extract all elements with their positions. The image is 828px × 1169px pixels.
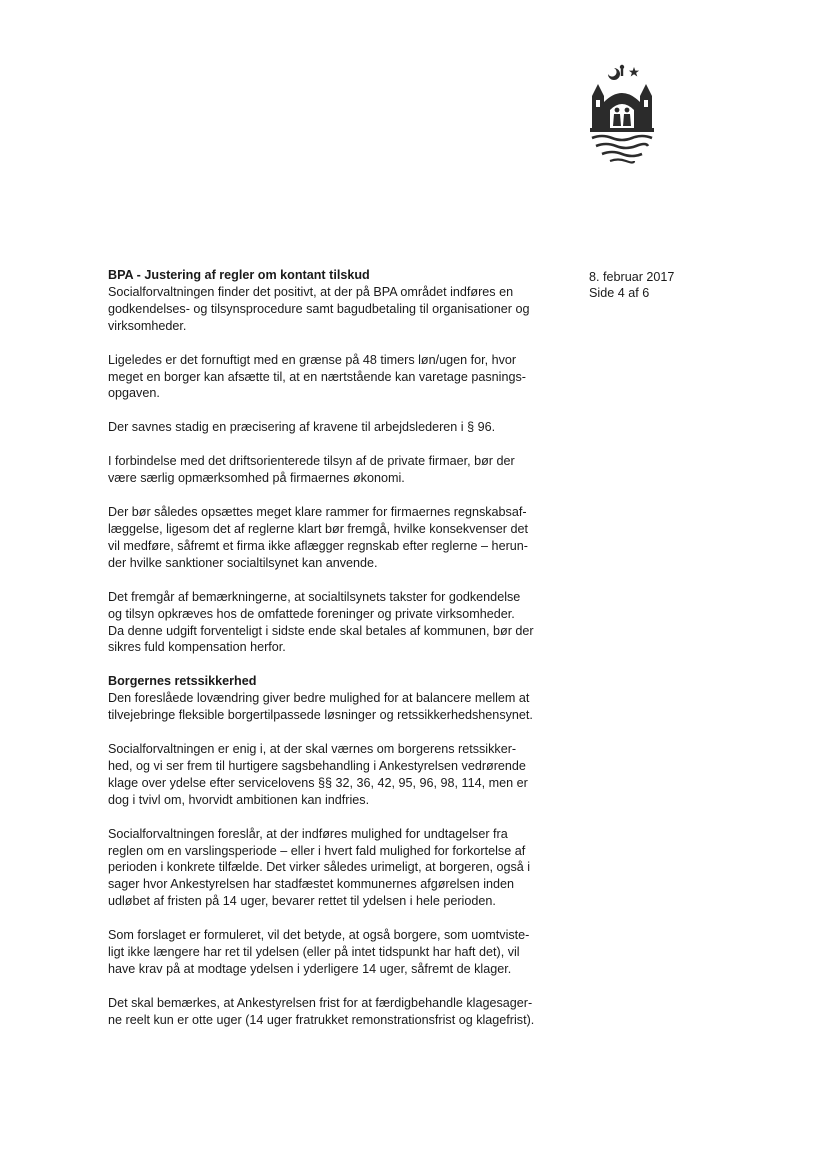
document-body	[108, 267, 566, 1046]
text-line: have krav på at modtage ydelsen i yderligere 14 uger, såfremt de klager.	[108, 962, 512, 976]
text-line: Ligeledes er det fornuftigt med en grænse på 48 timers løn/ugen for, hvor	[108, 352, 517, 367]
paragraph	[108, 589, 566, 657]
text-line: hed, og vi ser frem til hurtigere sagsbehandling i Ankestyrelsen vedrørende	[108, 758, 526, 773]
text-line: Da denne udgift forventeligt i sidste ende skal betales af kommunen, bør der	[108, 623, 534, 638]
text-line: dog i tvivl om, hvorvidt ambitionen kan indfries.	[108, 792, 370, 807]
text-line: ne reelt kun er otte uger (14 uger fratrukket remonstrationsfrist og klagefrist).	[108, 1012, 535, 1027]
document-meta	[589, 269, 674, 301]
text-line: meget en borger kan afsætte til, at en nærtstående kan varetage pasnings-	[108, 369, 526, 384]
text-line: Socialforvaltningen foreslår, at der indføres mulighed for undtagelser fra	[108, 826, 508, 841]
paragraph	[108, 826, 566, 911]
paragraph	[108, 927, 566, 978]
paragraph	[108, 453, 566, 487]
page-number: Side 4 af 6	[589, 286, 650, 300]
text-line: Det fremgår af bemærkningerne, at socialtilsynets takster for godkendelse	[108, 589, 521, 604]
text-line: vil medføre, såfremt et firma ikke aflægger regnskab efter reglerne – herun-	[108, 538, 528, 553]
text-line: der hvilke sanktioner socialtilsynet kan anvende.	[108, 555, 378, 570]
text-line: Det skal bemærkes, at Ankestyrelsen frist for at færdigbehandle klagesager-	[108, 995, 533, 1010]
paragraph	[108, 352, 566, 403]
text-line: reglen om en varslingsperiode – eller i hvert fald mulighed for forkortelse af	[108, 843, 526, 858]
text-line: klage over ydelse efter servicelovens §§ 32, 36, 42, 95, 96, 98, 114, men er	[108, 775, 528, 790]
text-line: udløbet af fristen på 14 uger, bevarer rettet til ydelsen i hele perioden.	[108, 894, 496, 909]
paragraph	[108, 741, 566, 809]
section-heading: Borgernes retssikkerhed	[108, 674, 257, 689]
text-line: Der bør således opsættes meget klare rammer for firmaernes regnskabsaf-	[108, 505, 527, 520]
text-line: sikres fuld kompensation herfor.	[108, 640, 286, 655]
text-line: perioden i konkrete tilfælde. Det virker således urimeligt, at borgeren, også i	[108, 860, 531, 875]
paragraph	[108, 419, 566, 436]
text-line: tilvejebringe fleksible borgertilpassede løsninger og retssikkerhedshensynet.	[108, 708, 533, 723]
text-line: Socialforvaltningen finder det positivt, at der på BPA området indføres en	[108, 284, 514, 299]
text-line: Som forslaget er formuleret, vil det betyde, at også borgere, som uomtviste-	[108, 928, 530, 943]
text-line: sager hvor Ankestyrelsen har stadfæstet kommunernes afgørelsen inden	[108, 877, 515, 892]
text-line: godkendelses- og tilsynsprocedure samt bagudbetaling til organisationer og	[108, 301, 530, 316]
section-retssikkerhed	[108, 673, 566, 1028]
section-heading: BPA - Justering af regler om kontant tilskud	[108, 268, 370, 282]
text-line: læggelse, ligesom det af reglerne klart bør fremgå, hvilke konsekvenser det	[108, 521, 528, 536]
paragraph	[108, 284, 566, 335]
text-line: virksomheder.	[108, 318, 187, 333]
text-line: være særlig opmærksomhed på firmaernes økonomi.	[108, 471, 405, 486]
text-line: og tilsyn opkræves hos de omfattede foreninger og private virksomheder.	[108, 606, 515, 621]
text-line: Der savnes stadig en præcisering af kravene til arbejdslederen i § 96.	[108, 420, 496, 435]
paragraph	[108, 690, 566, 724]
section-bpa	[108, 267, 566, 656]
text-line: opgaven.	[108, 386, 160, 401]
text-line: Socialforvaltningen er enig i, at der skal værnes om borgerens retssikker-	[108, 742, 517, 757]
document-date: 8. februar 2017	[589, 270, 675, 284]
text-line: Den foreslåede lovændring giver bedre mulighed for at balancere mellem at	[108, 691, 530, 706]
text-line: ligt ikke længere har ret til ydelsen (eller på intet tidspunkt har haft det), vil	[108, 945, 520, 960]
text-line: I forbindelse med det driftsorienterede tilsyn af de private firmaer, bør der	[108, 454, 515, 469]
paragraph	[108, 504, 566, 572]
paragraph	[108, 995, 566, 1029]
aarhus-city-seal-icon	[582, 62, 662, 166]
